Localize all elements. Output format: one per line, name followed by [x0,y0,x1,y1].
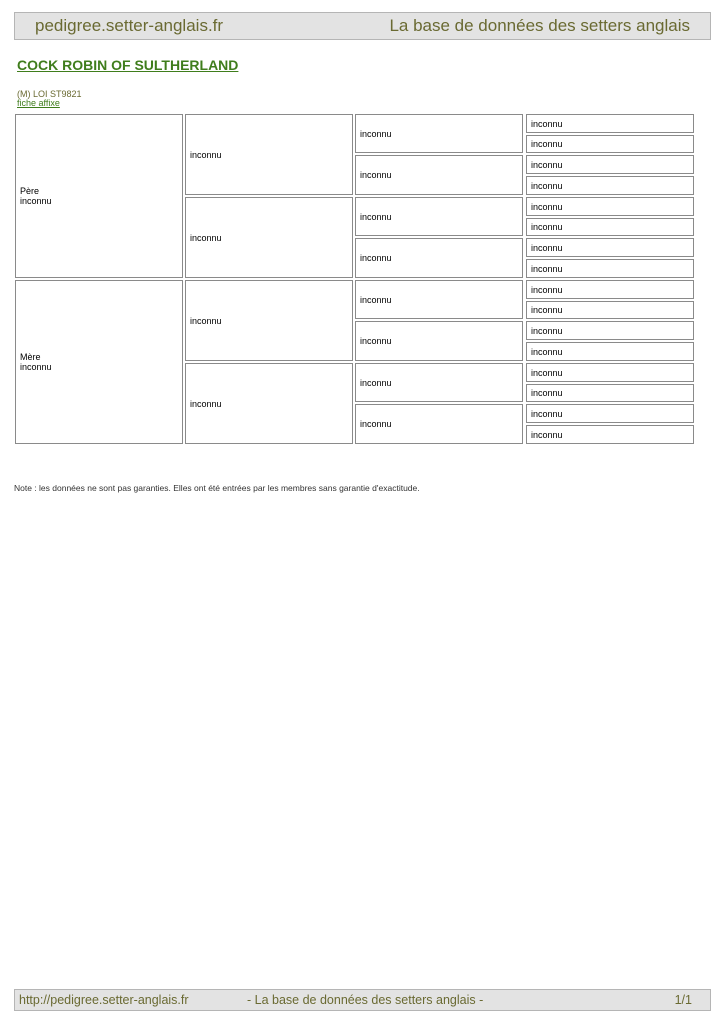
gen3-cell [355,155,523,195]
page-number: 1/1 [674,993,692,1007]
sire-cell [15,114,183,278]
gen3-name: inconnu [360,170,392,180]
gen4-cell [526,197,694,216]
page-header [14,12,711,40]
gen2-name: inconnu [190,315,222,326]
footer-url[interactable]: http://pedigree.setter-anglais.fr [19,993,189,1007]
gen4-name: inconnu [531,263,563,274]
disclaimer-note: Note : les données ne sont pas garanties. Elles ont été entrées par les membres sans garantie d'exactitude. [14,483,420,493]
page-footer [14,989,711,1011]
gen4-name: inconnu [531,180,563,191]
gen2-name: inconnu [190,149,222,160]
gen3-name: inconnu [360,128,392,139]
gen4-name: inconnu [531,118,563,129]
gen4-cell [526,280,694,299]
gen3-cell [355,280,523,319]
dam-role: Mère [20,352,41,362]
gen4-name: inconnu [531,201,563,212]
site-title: pedigree.setter-anglais.fr [35,16,224,35]
site-tagline: La base de données des setters anglais [389,16,690,35]
gen4-cell [526,135,694,153]
gen3-cell [355,197,523,236]
gen4-name: inconnu [531,242,563,253]
gen4-cell [526,301,694,319]
dog-name[interactable]: COCK ROBIN OF SULTHERLAND [17,57,239,73]
gen4-name: inconnu [531,222,563,232]
gen4-name: inconnu [531,305,563,315]
gen4-cell [526,176,694,195]
gen4-cell [526,384,694,402]
gen2-cell [185,280,353,361]
gen2-cell [185,197,353,278]
dog-registration: (M) LOI ST9821 [17,89,82,99]
gen2-name: inconnu [190,398,222,409]
gen3-cell [355,363,523,402]
sire-role: Père [20,186,40,196]
gen4-cell [526,363,694,382]
footer-tagline: - La base de données des setters anglais - [247,993,484,1007]
gen4-cell [526,404,694,423]
dam-name: inconnu [20,362,52,372]
gen4-cell [526,425,694,444]
gen4-name: inconnu [531,284,563,295]
gen3-cell [355,321,523,361]
dam-cell [15,280,183,444]
gen3-name: inconnu [360,336,392,346]
gen3-cell [355,114,523,153]
gen3-cell [355,404,523,444]
gen3-name: inconnu [360,419,392,429]
gen2-name: inconnu [190,232,222,243]
gen2-cell [185,114,353,195]
gen4-cell [526,342,694,361]
affix-link[interactable]: fiche affixe [17,98,60,108]
gen4-name: inconnu [531,388,563,398]
gen4-name: inconnu [531,139,563,149]
gen3-name: inconnu [360,253,392,263]
gen4-name: inconnu [531,346,563,357]
gen3-cell [355,238,523,278]
gen4-cell [526,114,694,133]
gen4-cell [526,259,694,278]
gen3-name: inconnu [360,294,392,305]
gen4-cell [526,155,694,174]
gen4-name: inconnu [531,159,563,170]
gen4-name: inconnu [531,408,563,419]
gen4-name: inconnu [531,325,563,336]
gen4-cell [526,218,694,236]
sire-name: inconnu [20,196,52,206]
gen3-name: inconnu [360,377,392,388]
gen4-name: inconnu [531,367,563,378]
gen4-cell [526,238,694,257]
gen4-name: inconnu [531,429,563,440]
gen4-cell [526,321,694,340]
gen2-cell [185,363,353,444]
gen3-name: inconnu [360,211,392,222]
